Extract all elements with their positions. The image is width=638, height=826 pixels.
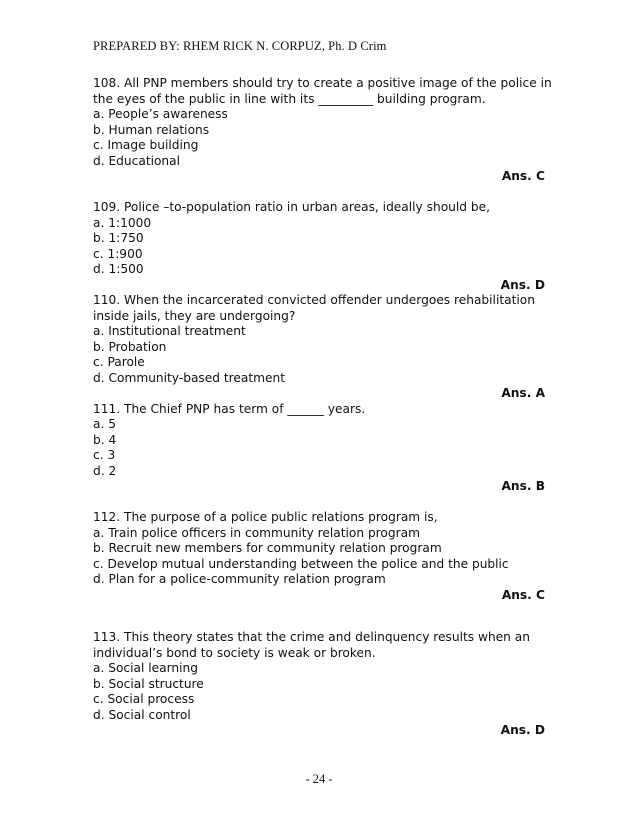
question-112-option-a: a. Train police officers in community relation program bbox=[93, 525, 420, 540]
question-109-option-d: d. 1:500 bbox=[93, 262, 144, 276]
question-109-answer: Ans. D bbox=[500, 277, 545, 292]
question-113-option-a: a. Social learning bbox=[93, 661, 198, 675]
question-108-option-a: a. People’s awareness bbox=[93, 107, 228, 121]
question-109-option-a: a. 1:1000 bbox=[93, 215, 152, 230]
question-110-answer: Ans. A bbox=[501, 386, 545, 400]
question-113-option-b: b. Social structure bbox=[93, 676, 204, 691]
question-111-option-a: a. 5 bbox=[93, 417, 116, 431]
question-109-option-b: b. 1:750 bbox=[93, 231, 144, 245]
question-113-option-c: c. Social process bbox=[93, 692, 195, 706]
question-108-option-d: d. Educational bbox=[93, 153, 181, 168]
question-108-option-c: c. Image building bbox=[93, 138, 199, 152]
page-header: PREPARED BY: RHEM RICK N. CORPUZ, Ph. D Crim bbox=[93, 39, 387, 53]
question-112-option-d: d. Plan for a police-community relation program bbox=[93, 572, 386, 586]
question-111-line-1: 111. The Chief PNP has term of ______ years. bbox=[93, 401, 366, 416]
question-110-option-b: b. Probation bbox=[93, 339, 167, 354]
question-113-line-2: individual’s bond to society is weak or broken. bbox=[93, 645, 376, 660]
page-number: - 24 - bbox=[305, 772, 333, 786]
question-109-line-1: 109. Police –to-population ratio in urban areas, ideally should be, bbox=[93, 200, 490, 214]
question-109-option-c: c. 1:900 bbox=[93, 246, 143, 261]
question-110-option-d: d. Community-based treatment bbox=[93, 370, 286, 385]
question-108-answer: Ans. C bbox=[501, 169, 545, 183]
question-112-option-b: b. Recruit new members for community relation program bbox=[93, 541, 442, 555]
question-111-option-c: c. 3 bbox=[93, 448, 116, 462]
question-113-answer: Ans. D bbox=[500, 723, 545, 737]
question-110-line-2: inside jails, they are undergoing? bbox=[93, 308, 296, 323]
question-111-answer: Ans. B bbox=[501, 479, 545, 493]
question-108-option-b: b. Human relations bbox=[93, 122, 210, 137]
question-110-option-a: a. Institutional treatment bbox=[93, 324, 246, 338]
question-111-option-d: d. 2 bbox=[93, 463, 117, 478]
question-112-answer: Ans. C bbox=[501, 587, 545, 602]
question-110-line-1: 110. When the incarcerated convicted offender undergoes rehabilitation bbox=[93, 293, 535, 307]
question-112-option-c: c. Develop mutual understanding between the police and the public bbox=[93, 556, 509, 571]
question-111-option-b: b. 4 bbox=[93, 432, 117, 447]
question-113-option-d: d. Social control bbox=[93, 707, 191, 722]
question-108-line-1: 108. All PNP members should try to create a positive image of the police in bbox=[93, 76, 552, 90]
question-110-option-c: c. Parole bbox=[93, 355, 145, 369]
question-113-line-1: 113. This theory states that the crime and delinquency results when an bbox=[93, 630, 530, 644]
question-108-line-2: the eyes of the public in line with its _________ building program. bbox=[93, 91, 486, 106]
question-112-line-1: 112. The purpose of a police public relations program is, bbox=[93, 510, 438, 524]
